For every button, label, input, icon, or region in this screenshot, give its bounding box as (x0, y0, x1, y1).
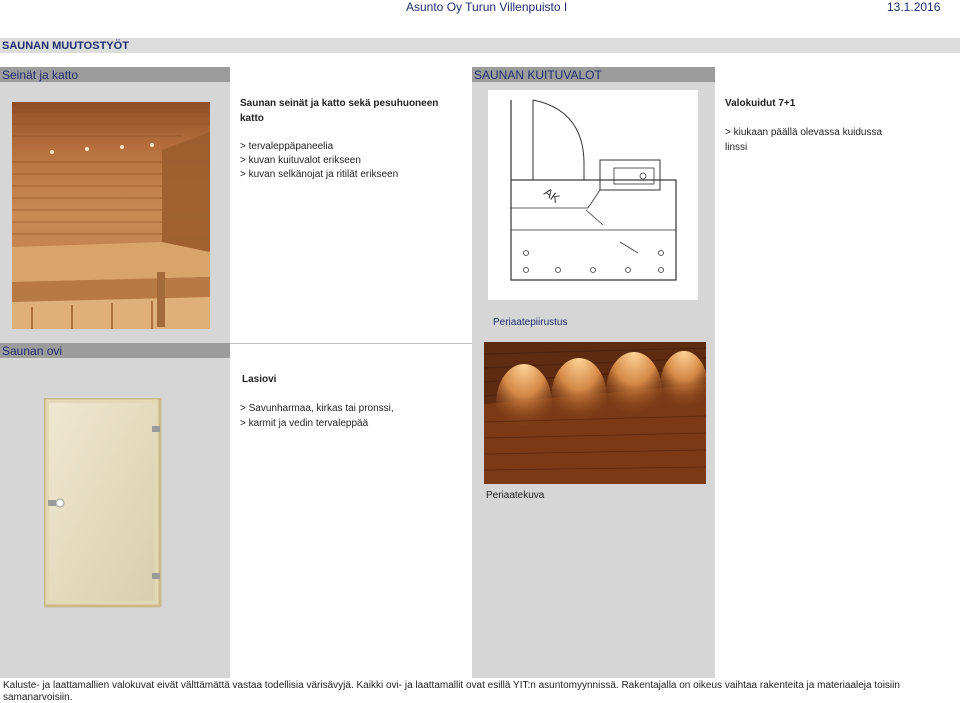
door-heading: Saunan ovi (2, 344, 63, 358)
walls-heading: Seinät ja katto (2, 68, 79, 82)
door-title: Lasiovi (242, 374, 277, 385)
lights-title: Valokuidut 7+1 (725, 98, 796, 109)
sauna-interior-photo (12, 102, 210, 329)
walls-line-2: > kuvan kuituvalot erikseen (240, 155, 361, 166)
lights-heading: SAUNAN KUITUVALOT (474, 68, 602, 82)
divider-line (230, 343, 472, 344)
lights-heading-bar (472, 67, 715, 82)
walls-line-3: > kuvan selkänojat ja ritilät erikseen (240, 169, 399, 180)
door-line-1: > Savunharmaa, kirkas tai pronssi, (240, 403, 394, 414)
project-title: Asunto Oy Turun Villenpuisto I (406, 0, 568, 14)
fiber-light-photo (484, 342, 706, 484)
door-line-2: > karmit ja vedin tervaleppää (240, 418, 369, 429)
footer-disclaimer: Kaluste- ja laattamallien valokuvat eivät välttämättä vastaa todellisia värisävyjä. Kaikki ovi- ja laattamallit ovat esillä YIT:n asuntomyynnissä. Rakentajalla on oikeus vaihtaa rakenteita ja materiaaleja toisiin samanarvoisiin. (3, 680, 900, 703)
section-band (0, 38, 960, 53)
lights-floor-plan (488, 90, 698, 300)
section-title: SAUNAN MUUTOSTYÖT (2, 40, 129, 52)
walls-heading-bar (0, 67, 230, 82)
walls-line-1: > tervaleppäpaneelia (240, 141, 334, 152)
lights-line-1: > kiukaan päällä olevassa kuidussa linssi (725, 127, 883, 153)
photo-caption: Periaatekuva (486, 490, 545, 501)
door-heading-bar (0, 343, 230, 358)
glass-door-photo (44, 398, 164, 608)
walls-title: Saunan seinät ja katto sekä pesuhuoneen katto (240, 98, 439, 124)
diagram-caption: Periaatepiirustus (493, 317, 568, 328)
document-header (0, 0, 960, 14)
diagram-label-ak: AK (541, 184, 563, 206)
document-date: 13.1.2016 (887, 0, 941, 14)
